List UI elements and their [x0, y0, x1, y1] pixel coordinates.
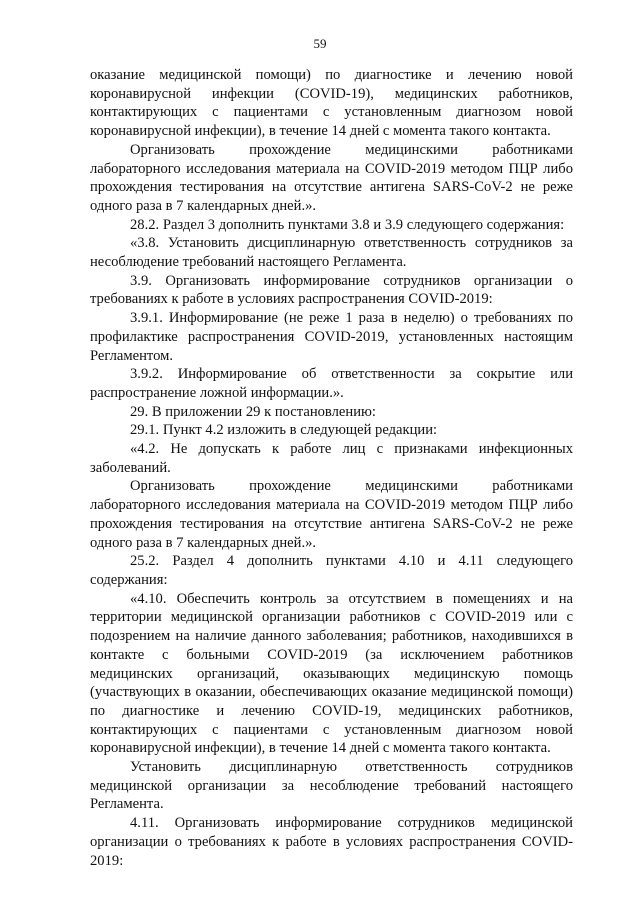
paragraph: «3.8. Установить дисциплинарную ответственность сотрудников за несоблюдение требований настоящего Регламента. — [90, 235, 573, 271]
page-number: 59 — [313, 36, 327, 51]
paragraph: «4.2. Не допускать к работе лиц с признаками инфекционных заболеваний. — [90, 441, 573, 476]
paragraph: Организовать прохождение медицинскими работниками лабораторного исследования материала на COVID-2019 методом ПЦР либо прохождения тестирования на отсутствие антигена SARS-CoV-2 не реже одного раза в 7 календарных дней.». — [90, 478, 573, 551]
paragraph: оказание медицинской помощи) по диагностике и лечению новой коронавирусной инфекции (COVID-19), медицинских работников, контактирующих с пациентами с установленным диагнозом новой коронавирусной инфекции), в течение 14 дней с момента такого контакта. — [90, 67, 573, 140]
paragraph: 3.9.1. Информирование (не реже 1 раза в неделю) о требованиях по профилактике распространения COVID-2019, установленных настоящим Регламентом. — [90, 310, 573, 364]
paragraph: 29.1. Пункт 4.2 изложить в следующей редакции: — [130, 422, 438, 439]
paragraph: 4.11. Организовать информирование сотрудников медицинской организации о требованиях к работе в условиях распространения COVID-2019: — [90, 815, 573, 869]
document-body — [90, 66, 573, 870]
paragraph: 3.9.2. Информирование об ответственности за сокрытие или распространение ложной информации.». — [90, 366, 573, 401]
paragraph: 3.9. Организовать информирование сотрудников организации о требованиях к работе в условиях распространения COVID-2019: — [90, 272, 573, 308]
paragraph: Организовать прохождение медицинскими работниками лабораторного исследования материала на COVID-2019 методом ПЦР либо прохождения тестирования на отсутствие антигена SARS-CoV-2 не реже одного раза в 7 календарных дней.». — [90, 141, 573, 214]
paragraph: Установить дисциплинарную ответственность сотрудников медицинской организации за несоблюдение требований настоящего Регламента. — [90, 759, 573, 813]
paragraph: «4.10. Обеспечить контроль за отсутствием в помещениях и на территории медицинской организации работников с COVID-2019 или с подозрением на наличие данного заболевания; работников, находившихся в контакте с больными COVID-2019 (за исключением работников медицинских организаций, оказывающих медицинскую помощь (участвующих в оказании, обеспечивающих оказание медицинской помощи) по диагностике и лечению COVID-19, медицинских работников, контактирующих с пациентами с установленным диагнозом новой коронавирусной инфекции), в течение 14 дней с момента такого контакта. — [90, 590, 573, 757]
paragraph: 25.2. Раздел 4 дополнить пунктами 4.10 и 4.11 следующего содержания: — [90, 553, 573, 588]
paragraph: 28.2. Раздел 3 дополнить пунктами 3.8 и 3.9 следующего содержания: — [130, 216, 565, 233]
paragraph: 29. В приложении 29 к постановлению: — [130, 403, 376, 420]
